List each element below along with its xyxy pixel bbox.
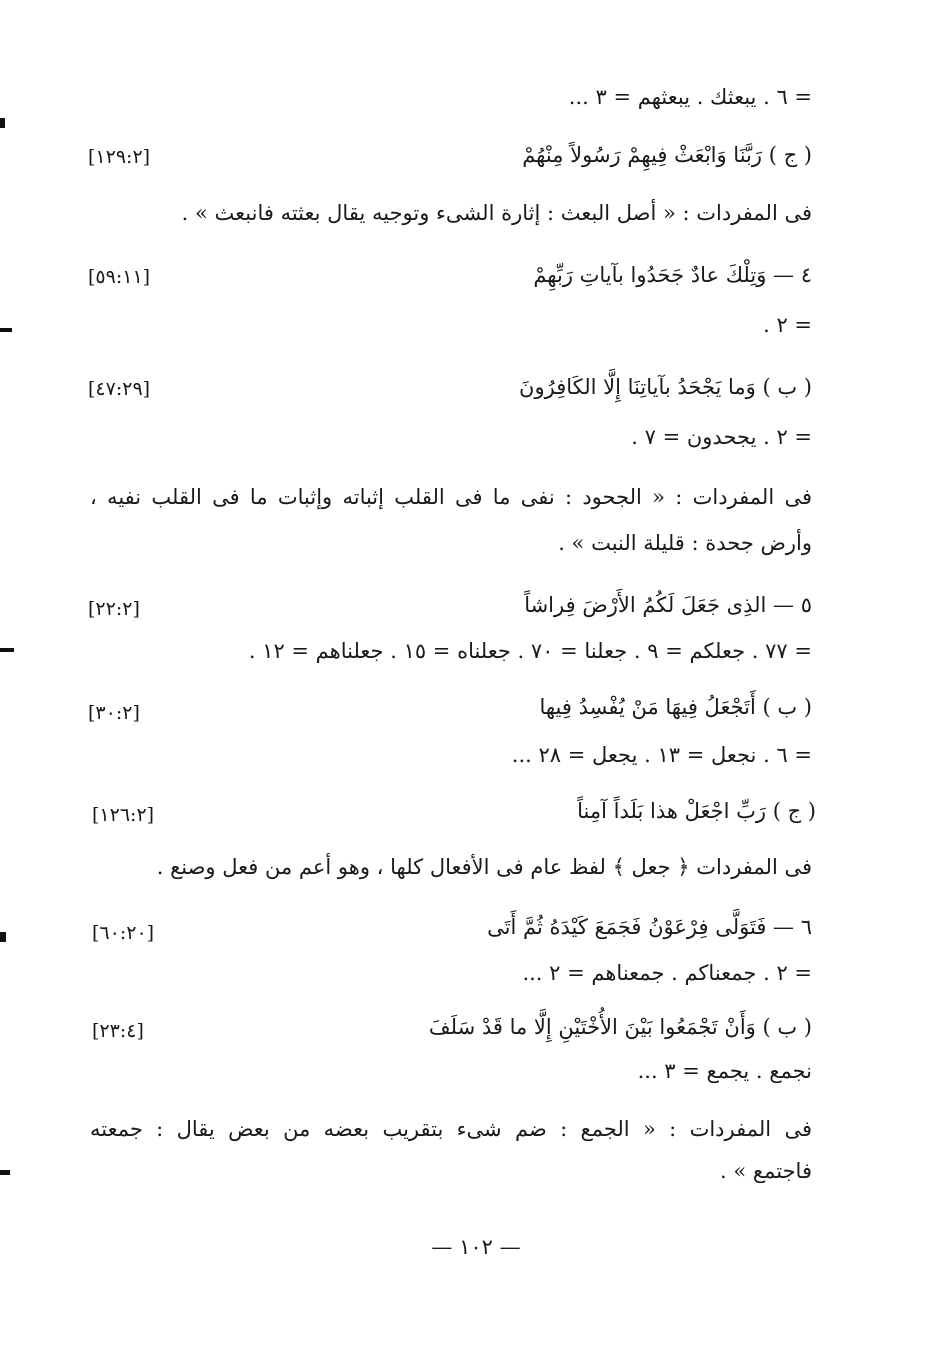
text-line: = ٢ . يجحدون = ٧ . [631, 425, 812, 449]
verse-line: ( ج ) رَبِّ اجْعَلْ هذا بَلَداً آمِناً [577, 799, 816, 823]
verse-line: ( ج ) رَبَّنَا وَابْعَثْ فِيهِمْ رَسُولاً مِنْهُمْ [522, 143, 812, 167]
verse-line: ٤ — وَتِلْكَ عادٌ جَحَدُوا بآياتِ رَبِّهِمْ [533, 263, 812, 287]
text-line: = ٦ . يبعثك . يبعثهم = ٣ ... [568, 85, 812, 109]
verse-reference: [١٢٩:٢] [88, 146, 151, 168]
margin-mark [0, 118, 5, 128]
verse-line: ( ب ) وَما يَجْحَدُ بآياتِنَا إِلَّا الكَافِرُونَ [519, 375, 812, 399]
verse-reference: [٤٧:٢٩] [88, 378, 151, 400]
text-line: فى المفردات : « الجمع : ضم شىء بتقريب بعضه من بعض يقال : جمعته [90, 1117, 812, 1141]
verse-line: ٦ — فَتَوَلَّى فِرْعَوْنُ فَجَمَعَ كَيْدَهُ ثُمَّ أَتَى [487, 915, 812, 939]
verse-reference: [٣٠:٢] [88, 702, 140, 724]
text-line: = ٧٧ . جعلكم = ٩ . جعلنا = ٧٠ . جعلناه = ١٥ . جعلناهم = ١٢ . [248, 639, 812, 663]
text-line: فى المفردات : « أصل البعث : إثارة الشىء وتوجيه يقال بعثته فانبعث » . [181, 201, 812, 225]
verse-line: ( ب ) وَأَنْ تَجْمَعُوا بَيْنَ الأُخْتَيْنِ إِلَّا ما قَدْ سَلَفَ [428, 1015, 812, 1039]
verse-reference: [٢٢:٢] [88, 598, 140, 620]
margin-mark [0, 328, 12, 332]
text-line: نجمع . يجمع = ٣ ... [637, 1059, 812, 1083]
margin-mark [0, 648, 14, 652]
page-number: — ١٠٢ — [431, 1235, 521, 1259]
verse-reference: [٦٠:٢٠] [92, 922, 155, 944]
text-line: فى المفردات ﴿ جعل ﴾ لفظ عام فى الأفعال كلها ، وهو أعم من فعل وصنع . [156, 855, 812, 879]
text-line: فاجتمع » . [720, 1159, 812, 1183]
verse-reference: [٢٣:٤] [92, 1020, 144, 1042]
verse-line: ( ب ) أَتَجْعَلُ فِيهَا مَنْ يُفْسِدُ فِيها [539, 695, 812, 719]
verse-reference: [١٢٦:٢] [92, 804, 155, 826]
verse-reference: [٥٩:١١] [88, 266, 151, 288]
text-line: فى المفردات : « الجحود : نفى ما فى القلب إثباته وإثبات ما فى القلب نفيه ، [90, 485, 812, 509]
margin-mark [0, 1170, 10, 1175]
text-line: = ٦ . نجعل = ١٣ . يجعل = ٢٨ ... [511, 743, 812, 767]
text-line: = ٢ . جمعناكم . جمعناهم = ٢ ... [522, 961, 812, 985]
margin-mark [0, 932, 6, 942]
verse-line: ٥ — الذِى جَعَلَ لَكُمُ الأَرْضَ فِراشاً [524, 593, 812, 617]
text-line: = ٢ . [763, 313, 812, 337]
text-line: وأرض جحدة : قليلة النبت » . [558, 531, 812, 555]
